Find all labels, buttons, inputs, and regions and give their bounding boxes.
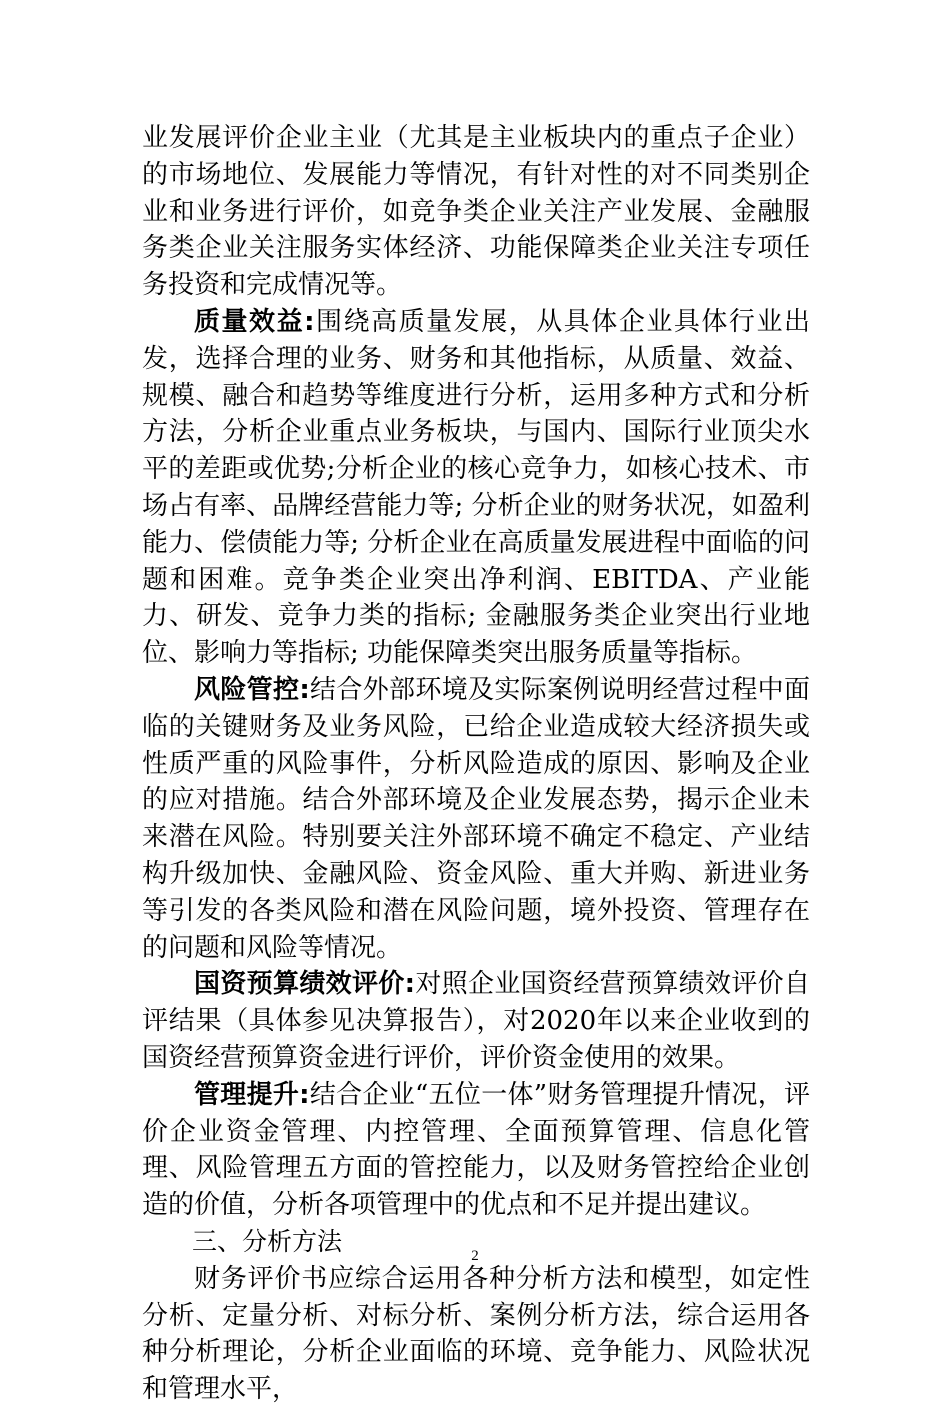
page-number: 2 [471, 1248, 479, 1264]
paragraph-risk-control [142, 672, 810, 966]
paragraph-quality-benefit [142, 304, 810, 672]
paragraph-text: 对照企业国资经营预算绩效评价自评结果（具体参见决算报告），对2020年以来企业收到的国资经营预算资金进行评价，评价资金使用的效果。 [142, 969, 810, 1073]
paragraph-budget-evaluation [142, 966, 810, 1076]
section-title: 三、分析方法 [192, 1226, 343, 1256]
paragraph-management-improvement [142, 1077, 810, 1224]
paragraph-analysis-methods [142, 1261, 810, 1408]
paragraph-text: 财务评价书应综合运用各种分析方法和模型，如定性分析、定量分析、对标分析、案例分析方法，综合运用各种分析理论，分析企业面临的环境、竞争能力、风险状况和管理水平， [142, 1263, 810, 1405]
paragraph-heading: 风险管控: [194, 674, 310, 705]
paragraph-heading: 管理提升: [194, 1079, 310, 1110]
paragraph-text: 业发展评价企业主业（尤其是主业板块内的重点子企业）的市场地位、发展能力等情况，有针对性的对不同类别企业和业务进行评价，如竞争类企业关注产业发展、金融服务类企业关注服务实体经济、功能保障类企业关注专项任务投资和完成情况等。 [142, 123, 810, 301]
paragraph-text: 结合企业“五位一体”财务管理提升情况，评价企业资金管理、内控管理、全面预算管理、信息化管理、风险管理五方面的管控能力，以及财务管控给企业创造的价值，分析各项管理中的优点和不足并提出建议。 [142, 1079, 810, 1221]
paragraph-heading: 质量效益: [194, 306, 315, 337]
paragraph-continuation [142, 120, 810, 304]
page-body [142, 120, 810, 1408]
paragraph-text: 围绕高质量发展，从具体企业具体行业出发，选择合理的业务、财务和其他指标，从质量、效益、规模、融合和趋势等维度进行分析，运用多种方式和分析方法，分析企业重点业务板块，与国内、国际行业顶尖水平的差距或优势;分析企业的核心竞争力，如核心技术、市场占有率、品牌经营能力等; 分析企业的财务状况，如盈利能力、偿债能力等; 分析企业在高质量发展进程中面临的问题和困难。竞争类企业突出净利润、EBITDA、产业能力、研发、竞争力类的指标; 金融服务类企业突出行业地位、影响力等指标; 功能保障类突出服务质量等指标。 [142, 306, 810, 669]
paragraph-text: 结合外部环境及实际案例说明经营过程中面临的关键财务及业务风险，已给企业造成较大经济损失或性质严重的风险事件，分析风险造成的原因、影响及企业的应对措施。结合外部环境及企业发展态势，揭示企业未来潜在风险。特别要关注外部环境不确定不稳定、产业结构升级加快、金融风险、资金风险、重大并购、新进业务等引发的各类风险和潜在风险问题，境外投资、管理存在的问题和风险等情况。 [142, 674, 810, 963]
paragraph-heading: 国资预算绩效评价: [194, 969, 416, 1000]
